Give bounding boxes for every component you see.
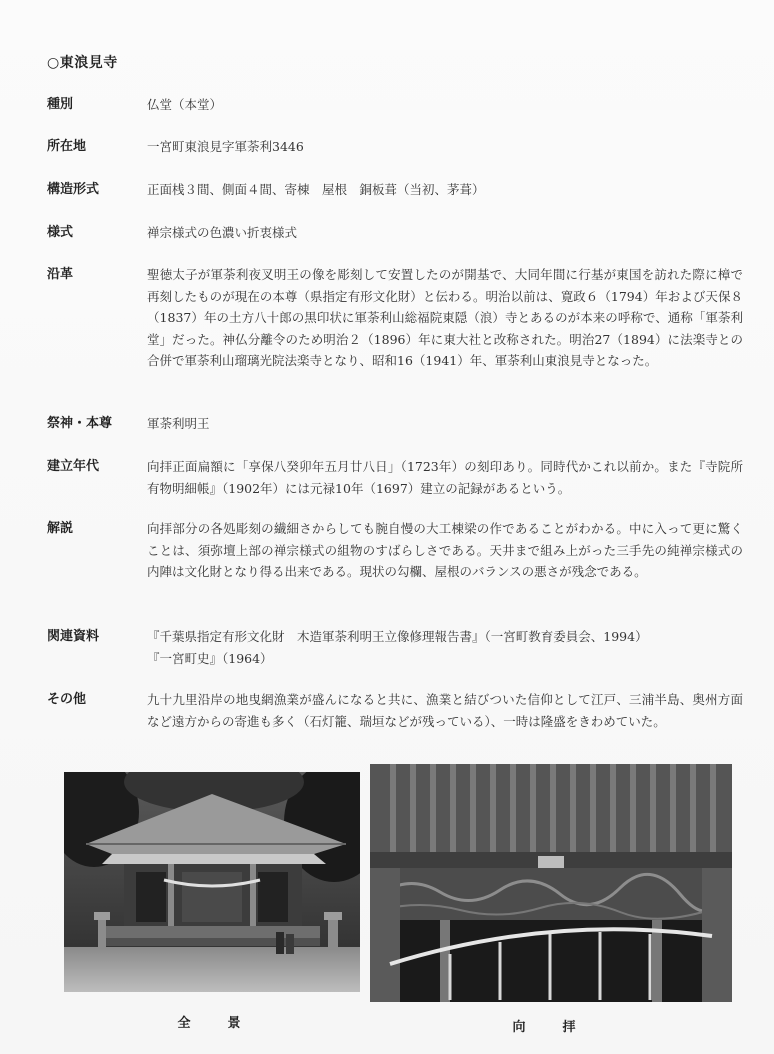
temple-exterior-image <box>64 772 360 992</box>
photo-full-view <box>64 772 360 992</box>
row-value: 正面桟３間、側面４間、寄棟 屋根 銅板葺（当初、茅葺） <box>147 182 485 197</box>
row-value: 聖徳太子が軍荼利夜叉明王の像を彫刻して安置したのが開基で、大同年間に行基が東国を訪れた際に樟で再刻したものが現在の本尊（県指定有形文化財）と伝わる。明治以前は、寛政６（1794）年および天保８（1837）年の土方八十郎の黒印状に軍荼利山総福院東隠（浪）寺とあるのが本来の呼称で、通称「軍荼利堂」だった。神仏分離令のため明治２（1896）年に東大社と改称された。明治27（1894）に法楽寺との合併で軍荼利山瑠璃光院法楽寺となり、昭和16（1941）年、軍荼利山東浪見寺となった。 <box>147 267 743 368</box>
row-value: 禅宗様式の色濃い折衷様式 <box>147 225 298 240</box>
row-label: 関連資料 <box>47 629 100 644</box>
caption-koohai: 向 拝 <box>512 1020 588 1035</box>
row-label: 構造形式 <box>47 182 100 197</box>
row-label: 祭神・本尊 <box>47 416 113 431</box>
row-label: 種別 <box>47 97 74 112</box>
row-label: 様式 <box>47 225 74 240</box>
temple-portico-image <box>370 764 732 1002</box>
row-value: 仏堂（本堂） <box>147 97 223 112</box>
row-value: 向拝部分の各処彫刻の繊細さからしても腕自慢の大工棟梁の作であることがわかる。中に入って更に驚くことは、須弥壇上部の禅宗様式の組物のすばらしさである。天井まで組み上がった三手先の純禅宗様式の内陣は文化財となり得る出来である。現状の勾欄、屋根のバランスの悪さが残念である。 <box>147 521 743 579</box>
row-value: 軍荼利明王 <box>147 416 210 431</box>
row-label: 所在地 <box>47 139 87 154</box>
row-label: 解説 <box>47 521 74 536</box>
temple-title: ○東浪見寺 <box>47 55 118 71</box>
caption-full-view: 全 景 <box>177 1016 253 1031</box>
row-label: その他 <box>47 692 87 707</box>
row-label: 建立年代 <box>47 459 100 474</box>
row-value: 九十九里沿岸の地曳網漁業が盛んになると共に、漁業と結びついた信仰として江戸、三浦半島、奥州方面など遠方からの寄進も多く（石灯籠、瑞垣などが残っている）、一時は隆盛をきわめていた。 <box>147 692 743 729</box>
row-value: 向拝正面扁額に「享保八癸卯年五月廿八日」（1723年）の刻印あり。同時代かこれ以前か。また『寺院所有物明細帳』（1902年）には元禄10年（1697）建立の記録があるという。 <box>147 459 743 496</box>
photo-koohai <box>370 764 732 1002</box>
row-value: 『千葉県指定有形文化財 木造軍荼利明王立像修理報告書』（一宮町教育委員会、1994） 『一宮町史』（1964） <box>147 629 648 666</box>
row-label: 沿革 <box>47 267 74 282</box>
row-value: 一宮町東浪見字軍荼利3446 <box>147 139 304 154</box>
